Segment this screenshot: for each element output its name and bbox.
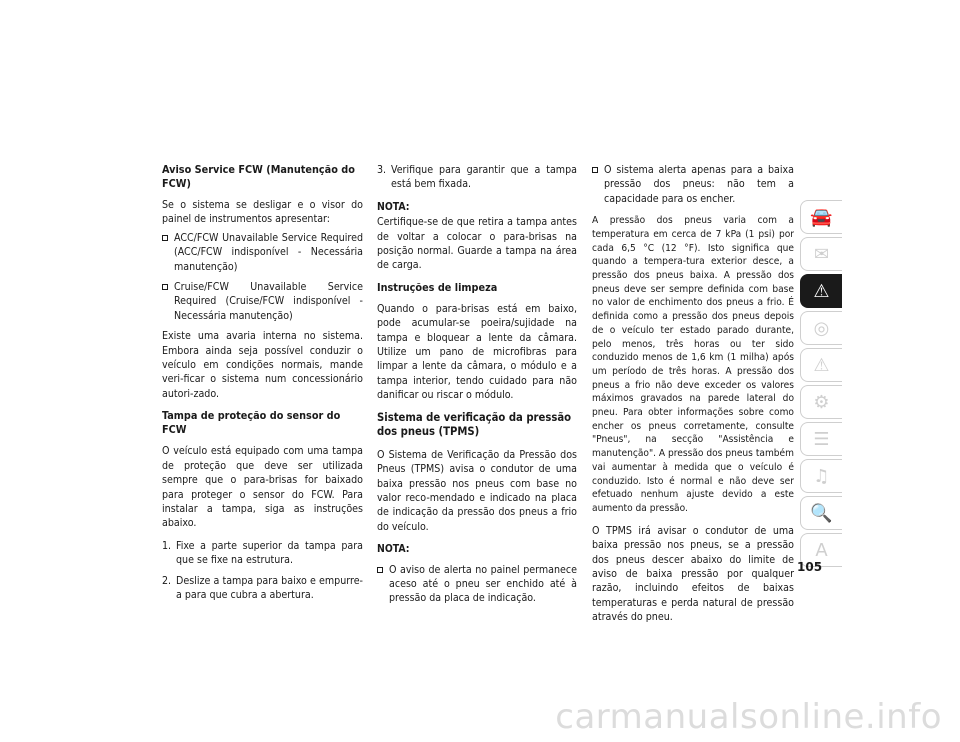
section-tabs xyxy=(800,200,842,570)
paragraph-cleaning: Quando o para-brisas está em baixo, pode acumular-se poeira/sujidade na tampa e bloquear a lente da câmara. Utilize um pano de microfibras para limpar a lente da câmara, o módulo e a tampa interior, tendo cuidado para não danificar ou riscar o módulo. xyxy=(377,302,577,402)
list-item: ACC/FCW Unavailable Service Required (ACC/FCW indisponível - Necessária manutenção) xyxy=(162,231,363,274)
tab-multimedia-icon[interactable]: ♫ xyxy=(800,459,842,493)
tab-airbag-icon[interactable]: ⚠ xyxy=(800,274,842,308)
note-label: NOTA: xyxy=(377,543,410,556)
heading-cleaning: Instruções de limpeza xyxy=(377,280,498,294)
column-3 xyxy=(592,163,794,633)
step-item: 3. Verifique para garantir que a tampa está bem fixada. xyxy=(377,164,577,191)
checkbox-bullet-icon xyxy=(377,567,383,573)
note-text: Certifique-se de que retira a tampa antes de voltar a colocar o para-brisas na posição normal. Guarde a tampa na área de carga. xyxy=(377,216,577,272)
tab-warning-car-icon[interactable]: ⚠ xyxy=(800,348,842,382)
checkbox-bullet-icon xyxy=(162,235,168,241)
heading-fcw-service: Aviso Service FCW (Manutenção do FCW) xyxy=(162,163,355,190)
tab-steering-wheel-icon[interactable]: ◎ xyxy=(800,311,842,345)
paragraph-fault: Existe uma avaria interna no sistema. Embora ainda seja possível conduzir o veículo em condições normais, mande veri-ficar o sistema num concessionário autori-zado. xyxy=(162,330,363,400)
watermark: carmanualsonline.info xyxy=(555,697,942,737)
heading-sensor-cover: Tampa de proteção do sensor do FCW xyxy=(162,409,341,437)
checkbox-bullet-icon xyxy=(162,284,168,290)
paragraph-warning: O TPMS irá avisar o condutor de uma baixa pressão nos pneus, se a pressão dos pneus descer abaixo do limite de aviso de baixa pressão por qualquer razão, incluindo efeitos de baixas temperaturas e perda natural de pressão através do pneu. xyxy=(592,524,794,624)
tab-service-car-icon[interactable]: ⚙ xyxy=(800,385,842,419)
paragraph-pressure: A pressão dos pneus varia com a temperatura em cerca de 7 kPa (1 psi) por cada 6,5 °C (12 °F). Isto significa que quando a tempera-tura exterior desce, a pressão dos pneus baixa. A pressão dos pneus deve ser sempre definida com base no valor de enchimento dos pneus a frio. É definida como a pressão dos pneus depois de o veículo ter estado parado durante, pelo menos, três horas ou ter sido conduzido menos de 1,6 km (1 milha) após um período de três horas. A pressão dos pneus a frio não deve exceder os valores máximos gravados na parede lateral do pneu. Para obter informações sobre como encher os pneus corretamente, consulte "Pneus", na secção "Assistência e manutenção". A pressão dos pneus também vai aumentar à medida que o veículo é conduzido. Isto é normal e não deve ser efetuado nenhum ajuste devido a este aumento da pressão. xyxy=(592,215,794,514)
tab-dashboard-icon[interactable]: ✉ xyxy=(800,237,842,271)
list-item: Cruise/FCW Unavailable Service Required (Cruise/FCW indisponível - Necessária manutenção) xyxy=(162,280,363,323)
paragraph-cover: O veículo está equipado com uma tampa de proteção que deve ser utilizada sempre que o para-brisas for baixado para proteger o sensor do FCW. Para instalar a tampa, siga as instruções abaixo. xyxy=(162,445,363,530)
tab-search-icon[interactable]: 🔍 xyxy=(800,496,842,530)
note-label: NOTA: xyxy=(377,200,410,213)
column-1 xyxy=(162,163,363,608)
paragraph-tpms: O Sistema de Verificação da Pressão dos Pneus (TPMS) avisa o condutor de uma baixa pressão nos pneus com base no valor reco-mendado e indicado na placa de indicação da pressão dos pneus a frio do veículo. xyxy=(377,448,577,533)
list-item: O aviso de alerta no painel permanece aceso até o pneu ser enchido até à pressão da placa de indicação. xyxy=(377,563,577,606)
column-2 xyxy=(377,163,577,612)
tab-checklist-icon[interactable]: ☰ xyxy=(800,422,842,456)
list-item: O sistema alerta apenas para a baixa pressão dos pneus: não tem a capacidade para os encher. xyxy=(592,163,794,206)
heading-tpms: Sistema de verificação da pressão dos pneus (TPMS) xyxy=(377,410,572,438)
page-number: 105 xyxy=(797,560,823,574)
step-item: 1. Fixe a parte superior da tampa para que se fixe na estrutura. xyxy=(162,539,363,567)
tab-car-icon[interactable]: 🚘 xyxy=(800,200,842,234)
paragraph-intro: Se o sistema se desligar e o visor do painel de instrumentos apresentar: xyxy=(162,199,363,226)
tab-language-icon[interactable]: A xyxy=(800,533,842,567)
step-item: 2. Deslize a tampa para baixo e empurre-a para que cubra a abertura. xyxy=(162,574,363,601)
checkbox-bullet-icon xyxy=(592,167,598,173)
